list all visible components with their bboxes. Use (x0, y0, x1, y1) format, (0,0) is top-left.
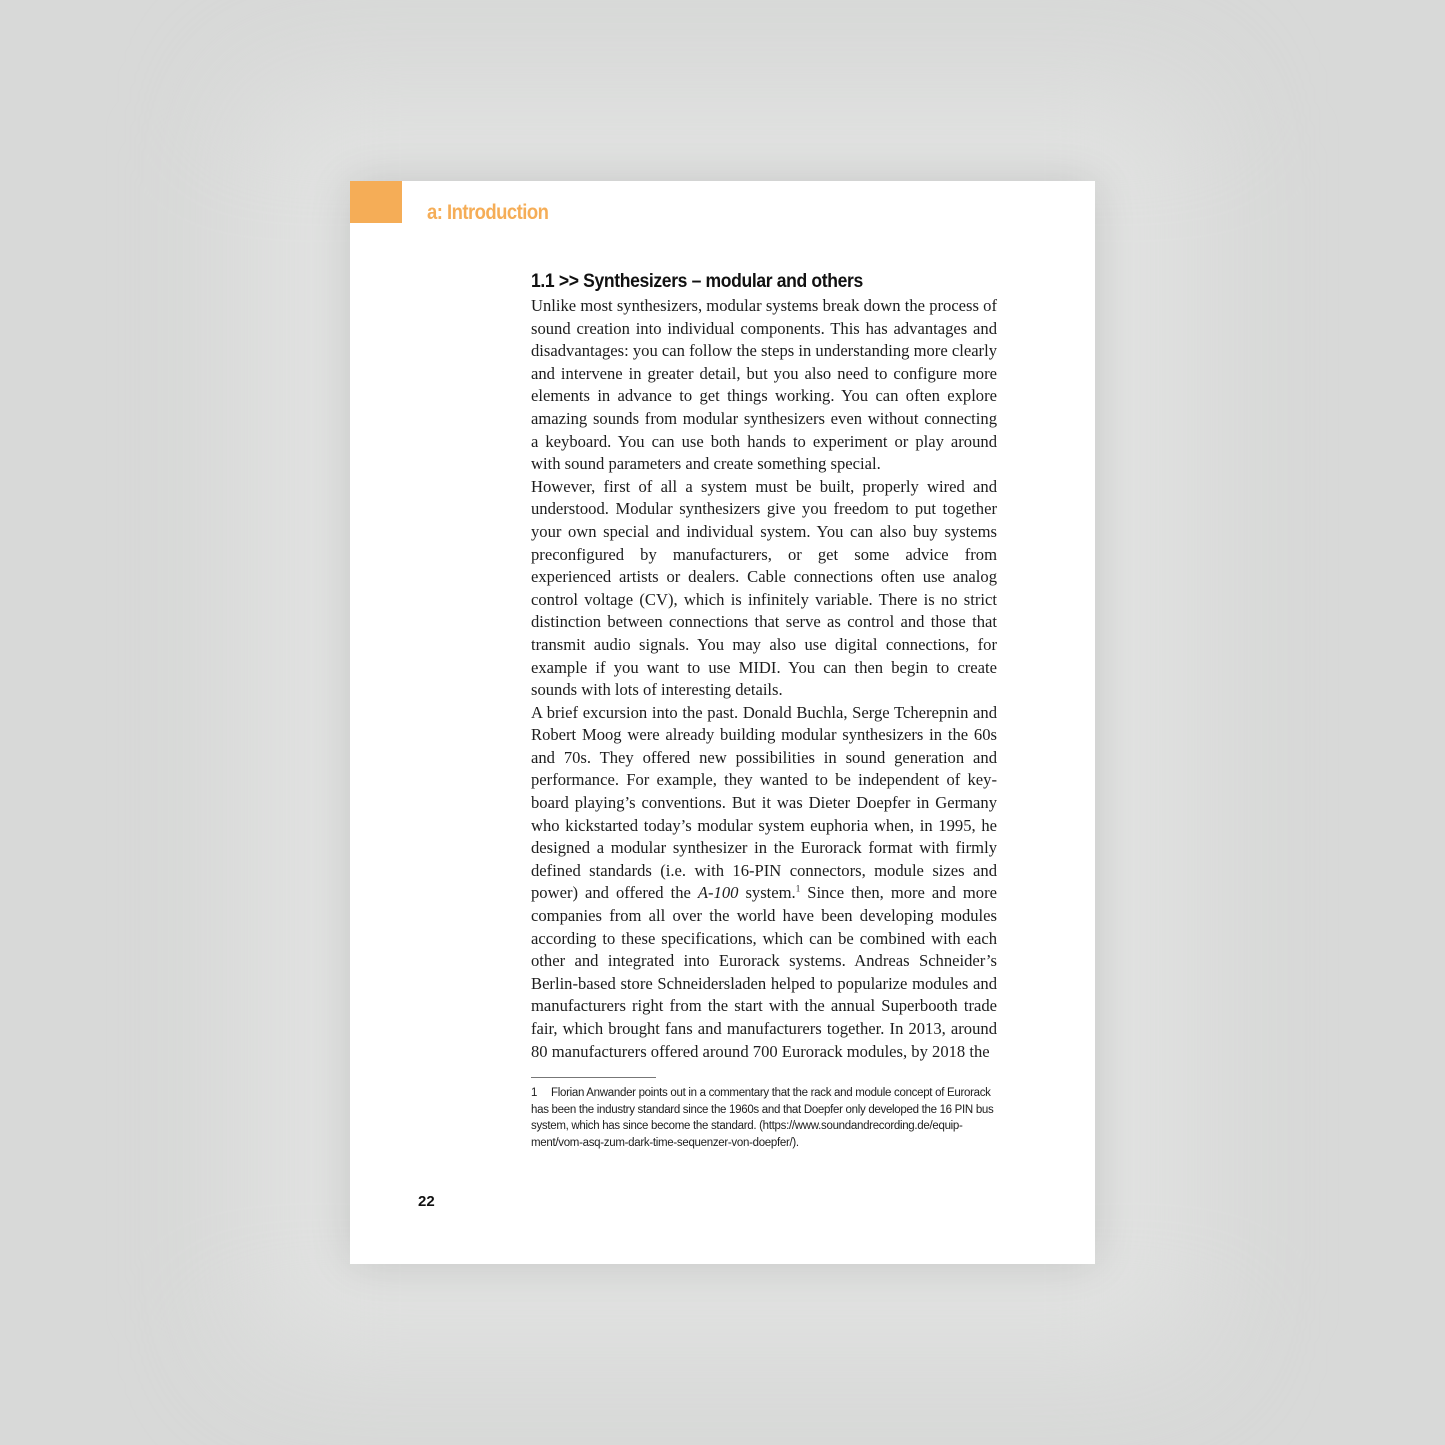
footnote-text: Florian Anwander points out in a commentary that the rack and module concept of Eurorack has been the industry standard since the 1960s and that Doepfer only developed the 16 PIN bus system, which has since become the standard. (https://www.soundandrecording.de/equipment/vom-asq-zum-dark-time-sequenzer-von-doepfer/). (531, 1087, 994, 1149)
paragraph-3-text-end: Since then, more and more companies from all over the world have been developing modules according to these specifications, which can be combined with each other and integrated into Eurorack systems. Andreas Schneider’s Berlin-based store Schneidersladen helped to popularize modules and manufacturers right from the start with the annual Superbooth trade fair, which brought fans and manufacturers together. In 2013, around 80 manufacturers offered around 700 Eurorack modules, by 2018 the (531, 883, 997, 1061)
footnote (531, 1085, 1001, 1151)
paragraph-3-text-start: A brief excursion into the past. Donald Buchla, Serge Tcherepnin and Robert Moog were already building modular synthesizers in the 60s and 70s. They offered new possibilities in sound generation and performance. For example, they wanted to be independent of keyboard playing’s conventions. But it was Dieter Doepfer in Germany who kickstarted today’s modular system euphoria when, in 1995, he designed a modular synthesizer in the Eurorack format with firmly defined standards (i.e. with 16-PIN connectors, module sizes and power) and offered the (531, 702, 997, 903)
chapter-color-tab (350, 181, 402, 223)
chapter-title: a: Introduction (427, 201, 549, 224)
footnote-reference[interactable]: 1 (795, 883, 801, 894)
footnote-number: 1 (531, 1087, 538, 1099)
paragraph-1: Unlike most synthesizers, modular systems break down the process of sound creation into individual components. This has advantages and disadvantages: you can follow the steps in understanding more clearly and intervene in greater detail, but you also need to configure more elements in advance to get things working. You can often explore amazing sounds from modular synthesizers even without connecting a keyboard. You can use both hands to experiment or play around with sound parameters and create something special. (531, 296, 997, 474)
product-name-a100: A-100 (697, 883, 739, 903)
body-text (531, 295, 997, 1063)
paragraph-2: However, first of all a system must be built, properly wired and understood. Modular synthesizers give you freedom to put together your own special and individual system. You can also buy systems preconfigured by manufacturers, or get some advice from experienced artists or dealers. Cable connections often use analog control voltage (CV), which is infinitely variable. There is no strict distinction between connections that serve as control and those that transmit audio signals. You may also use digital connections, for example if you want to use MIDI. You can then begin to create sounds with lots of interesting details. (531, 476, 997, 700)
main-content (531, 269, 997, 1063)
page-number: 22 (418, 1193, 435, 1210)
book-page (350, 181, 1095, 1264)
section-heading: 1.1 >> Synthesizers – modular and others (531, 270, 863, 292)
paragraph-3-text-middle: system. (738, 883, 796, 903)
footnote-divider (531, 1077, 656, 1078)
paragraph-3 (531, 702, 997, 1064)
